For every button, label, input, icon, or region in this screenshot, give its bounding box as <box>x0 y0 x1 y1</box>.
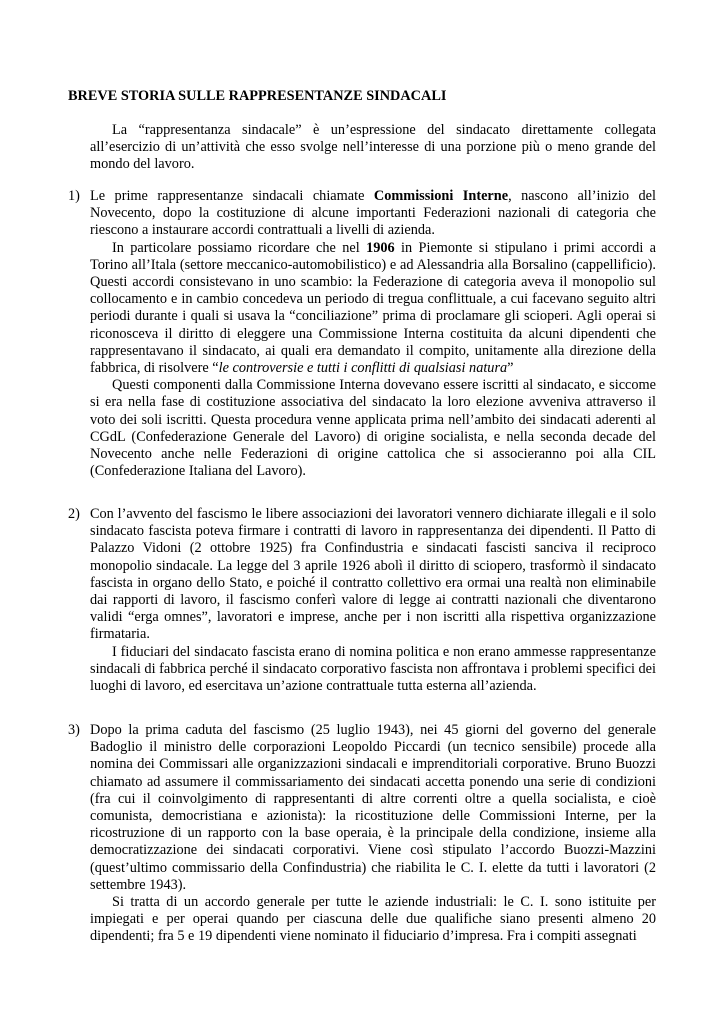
section-number: 1) <box>68 188 80 204</box>
section-3 <box>90 722 656 946</box>
section-2 <box>90 506 656 695</box>
section-1-paragraph-3: Questi componenti dalla Commissione Interna dovevano essere iscritti al sindacato, e siccome si era nella fase di costituzione associativa del sindacato la loro elezione avveniva attraverso il voto dei soli iscritti. Questa procedura venne applicata prima nell’ambito dei sindacati aderenti al CGdL (Confederazione Generale del Lavoro) di origine socialista, e nella seconda decade del Novecento anche nelle Federazioni di origine cattolica che si associeranno poi alla CIL (Confederazione Italiana del Lavoro). <box>90 377 656 480</box>
section-2-paragraph-1: Con l’avvento del fascismo le libere associazioni dei lavoratori vennero dichiarate illegali e il solo sindacato fascista poteva firmare i contratti di lavoro in rappresentanza dei dipendenti. Il Patto di Palazzo Vidoni (2 ottobre 1925) fra Confindustria e sindacati fascisti sanciva il reciproco monopolio sindacale. La legge del 3 aprile 1926 abolì il diritto di sciopero, trasformò il sindacato fascista in organo dello Stato, e poiché il contratto collettivo era ormai una realtà non eliminabile dai rapporti di lavoro, il fascismo conferì valore di legge ai contratti nazionali che diventarono validi “erga omnes”, lavoratori e imprese, anche per i non iscritti alla rispettiva organizzazione firmataria. <box>90 506 656 643</box>
document-title: BREVE STORIA SULLE RAPPRESENTANZE SINDACALI <box>68 88 447 104</box>
section-1-paragraph-2: In particolare possiamo ricordare che nel 1906 in Piemonte si stipulano i primi accordi a Torino all’Itala (settore meccanico-automobilistico) e ad Alessandria alla Borsalino (cappellificio). Questi accordi consistevano in uno scambio: la Federazione di categoria aveva il monopolio sul collocamento e in cambio concedeva un periodo di tregua conflittuale, a cui facevano seguito altri periodi durante i quali si usava la “conciliazione” prima di proclamare gli scioperi. Agli operai si riconosceva il diritto di eleggere una Commissione Interna costituita da alcuni dipendenti che rappresentavano il sindacato, ai quali era demandato il compito, unitamente alla direzione della fabbrica, di risolvere “le controversie e tutti i conflitti di qualsiasi natura” <box>90 239 656 377</box>
section-number: 2) <box>68 506 80 522</box>
section-3-paragraph-2: Si tratta di un accordo generale per tutte le aziende industriali: le C. I. sono istituite per impiegati e per operai quando per ciascuna delle due qualifiche siano presenti almeno 20 dipendenti; fra 5 e 19 dipendenti viene nominato il fiduciario d’impresa. Fra i compiti assegnati <box>90 894 656 945</box>
section-1-paragraph-1: Le prime rappresentanze sindacali chiamate Commissioni Interne, nascono all’inizio del Novecento, dopo la costituzione di alcune importanti Federazioni nazionali di categoria che riescono a instaurare accordi contrattuali a livelli di azienda. <box>90 188 656 239</box>
section-3-paragraph-1: Dopo la prima caduta del fascismo (25 luglio 1943), nei 45 giorni del governo del generale Badoglio il ministro delle corporazioni Leopoldo Piccardi (un tecnico sensibile) procede alla nomina dei Commissari alle organizzazioni sindacali e imprenditoriali corporative. Bruno Buozzi chiamato ad assumere il commissariamento dei sindacati accetta ponendo una serie di condizioni (fra cui il coinvolgimento di rappresentanti di altre correnti oltre a quella socialista, e cioè comunista, democristiana e azionista): la ricostituzione delle Commissioni Interne, per la ricostruzione di un rapporto con la base operaia, è la principale della condizione, insieme alla democratizzazione dei sindacati corporativi. Viene così stipulato l’accordo Buozzi-Mazzini (quest’ultimo commissario della Confindustria) che riabilita le C. I. elette da tutti i lavoratori (2 settembre 1943). <box>90 722 656 893</box>
section-1 <box>90 188 656 480</box>
intro-paragraph: La “rappresentanza sindacale” è un’espressione del sindacato direttamente collegata all’esercizio di un’attività che esso svolge nell’interesse di una porzione più o meno grande del mondo del lavoro. <box>90 122 656 173</box>
section-2-paragraph-2: I fiduciari del sindacato fascista erano di nomina politica e non erano ammesse rappresentanze sindacali di fabbrica perché il sindacato corporativo fascista non affrontava i problemi specifici dei luoghi di lavoro, ed esercitava un’azione contrattuale tutta esterna all’azienda. <box>90 643 656 695</box>
section-number: 3) <box>68 722 80 738</box>
